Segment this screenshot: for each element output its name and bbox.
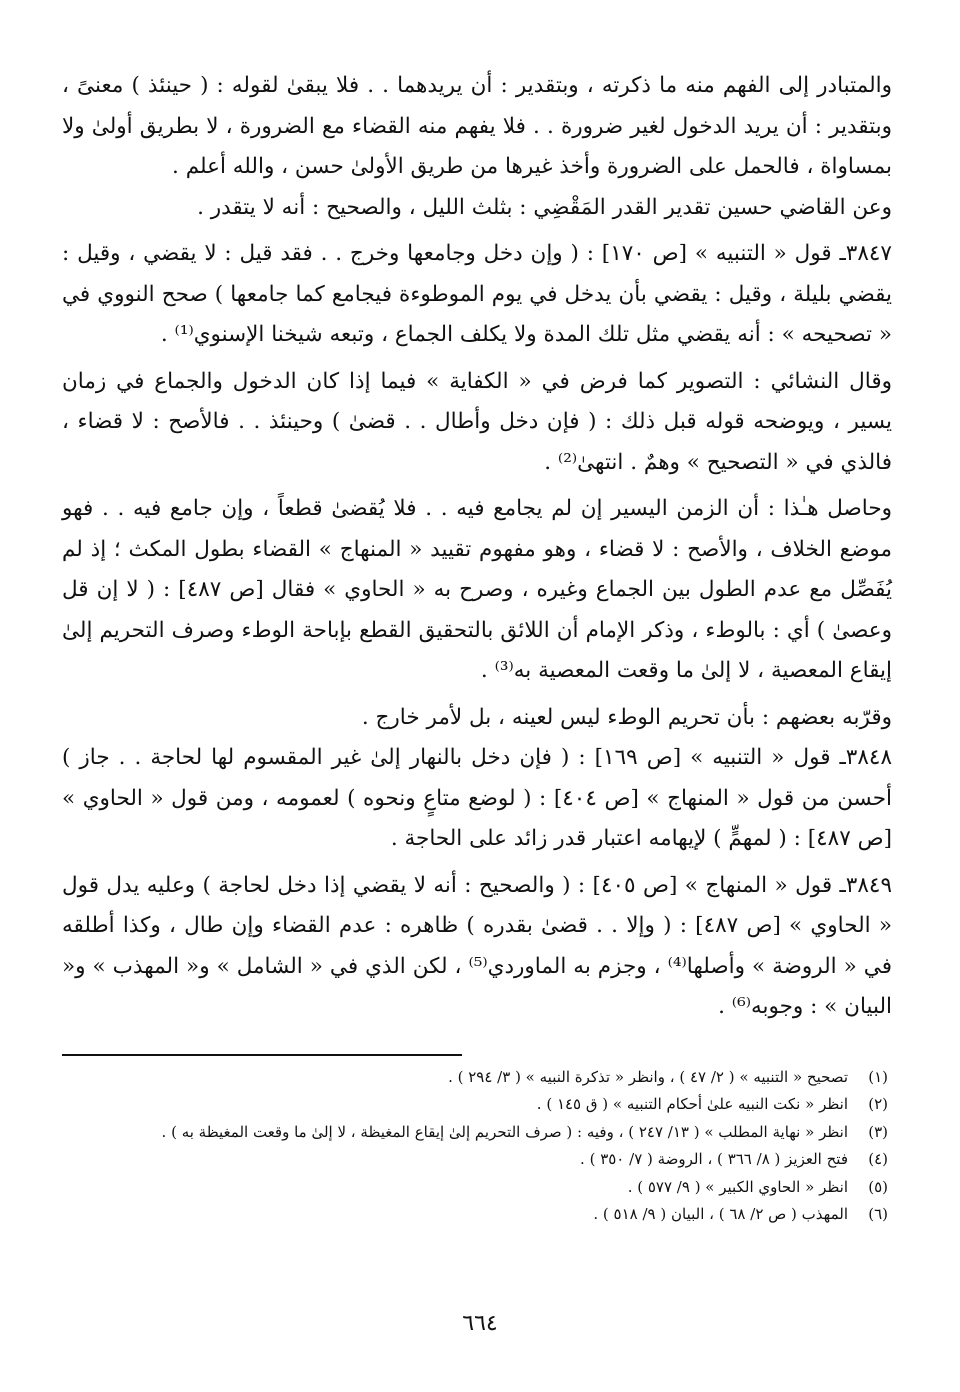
footnote (62, 1146, 888, 1174)
footnote (62, 1201, 888, 1229)
paragraph-3849: ٣٨٤٩ـ قول « المنهاج » [ص ٤٠٥] : ( والصحيح : أنه لا يقضي إذا دخل لحاجة ) وعليه يدل قول « الحاوي » [ص ٤٨٧] : ( وإلا . . قضىٰ بقدره ) ظاهره : عدم القضاء وإن طال ، وكذا أطلقه في « الروضة » وأصلها⁽⁴⁾ ، وجزم به الماوردي⁽⁵⁾ ، لكن الذي في « الشامل » و« المهذب » و« البيان » : وجوبه⁽⁶⁾ . (62, 872, 892, 1019)
paragraph: وقرّبه بعضهم : بأن تحريم الوطء ليس لعينه ، بل لأمر خارج . (361, 704, 892, 730)
footnote-number: (١) (868, 1067, 888, 1086)
footnote-text: فتح العزيز ( ٨/ ٣٦٦ ) ، الروضة ( ٧/ ٣٥٠ ) . (580, 1150, 848, 1168)
footnote-number: (٤) (868, 1150, 888, 1168)
paragraph-3847: ٣٨٤٧ـ قول « التنبيه » [ص ١٧٠] : ( وإن دخل وجامعها وخرج . . فقد قيل : لا يقضي ، وقيل : يقضي بليلة ، وقيل : يقضي بأن يدخل في يوم الموطوءة فيجامع كما جامعها ) صحح النووي في « تصحيحه » : أنه يقضي مثل تلك المدة ولا يكلف الجماع ، وتبعه شيخنا الإسنوي⁽¹⁾ . (62, 241, 892, 347)
paragraph: وعن القاضي حسين تقدير القدر المَقْضِي : بثلث الليل ، والصحيح : أنه لا يتقدر . (197, 194, 892, 220)
footnote-text: تصحيح « التنبيه » ( ٢/ ٤٧ ) ، وانظر « تذكرة النبيه » ( ٣/ ٢٩٤ ) . (448, 1067, 848, 1086)
footnote-text: انظر « الحاوي الكبير » ( ٩/ ٥٧٧ ) . (627, 1177, 848, 1196)
footnotes (62, 1064, 892, 1229)
main-text (62, 66, 892, 1028)
footnote-number: (٢) (868, 1095, 888, 1113)
footnote-text: انظر « نهاية المطلب » ( ١٣/ ٢٤٧ ) ، وفيه : ( صرف التحريم إلىٰ إيقاع المغيظة ، لا إلىٰ ما وقعت المغيظة به ) . (161, 1122, 848, 1141)
paragraph: وقال النشائي : التصوير كما فرض في « الكفاية » فيما إذا كان الدخول والجماع في زمان يسير ، ويوضحه قوله قبل ذلك : ( فإن دخل وأطال . . قضىٰ ) وحينئذ . . فالأصح : لا قضاء ، فالذي في « التصحيح » وهمٌ . انتهىٰ⁽²⁾ . (62, 368, 892, 475)
paragraph: وحاصل هـٰذا : أن الزمن اليسير إن لم يجامع فيه . . فلا يُقضىٰ قطعاً ، وإن جامع فيه . . فهو موضع الخلاف ، والأصح : لا قضاء ، وهو مفهوم تقييد « المنهاج » القضاء بطول المكث ؛ إذ لم يُفَصِّل مع عدم الطول بين الجماع وغيره ، وصرح به « الحاوي » فقال [ص ٤٨٧] : ( لا إن قل وعصىٰ ) أي : بالوطء ، وذكر الإمام أن اللائق بالتحقيق القطع بإباحة الوطء وصرف التحريم إلىٰ إيقاع المعصية ، لا إلىٰ ما وقعت المعصية به⁽³⁾ . (62, 496, 892, 683)
paragraph-3848: ٣٨٤٨ـ قول « التنبيه » [ص ١٦٩] : ( فإن دخل بالنهار إلىٰ غير المقسوم لها لحاجة . . جاز ) أحسن من قول « المنهاج » [ص ٤٠٤] : ( لوضع متاعٍ ونحوه ) لعمومه ، ومن قول « الحاوي » [ص ٤٨٧] : ( لمهمٍّ ) لإيهامه اعتبار قدر زائد على الحاجة . (62, 745, 893, 851)
paragraph: والمتبادر إلى الفهم منه ما ذكرته ، وبتقدير : أن يريدهما . . فلا يبقىٰ لقوله : ( حينئذ ) معنىً ، وبتقدير : أن يريد الدخول لغير ضرورة . . فلا يفهم منه القضاء مع الضرورة ، لا بطريق أولىٰ ولا بمساواة ، فالحمل على الضرورة وأخذ غيرها من طريق الأولىٰ حسن ، والله أعلم . (62, 73, 892, 179)
footnote (62, 1174, 888, 1202)
footnote-number: (٦) (868, 1205, 888, 1223)
footnote (62, 1064, 888, 1092)
footnote-separator (62, 1054, 462, 1056)
footnote-number: (٥) (868, 1177, 888, 1196)
footnote (62, 1091, 888, 1119)
footnote (62, 1119, 888, 1147)
footnote-text: انظر « نكت النبيه علىٰ أحكام التنبيه » ( ق ١٤٥ ) . (536, 1095, 848, 1113)
footnote-text: المهذب ( ص ٢/ ٦٨ ) ، البيان ( ٩/ ٥١٨ ) . (593, 1205, 848, 1223)
page-number: ٦٦٤ (462, 1311, 498, 1336)
footnote-number: (٣) (868, 1122, 888, 1141)
